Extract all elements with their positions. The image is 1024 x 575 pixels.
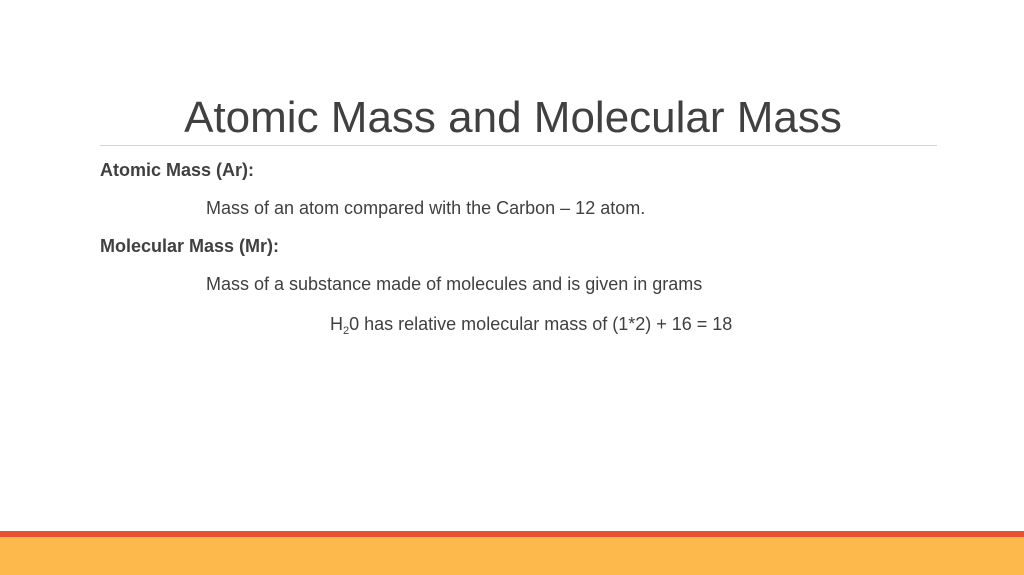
formula-symbol: H <box>330 314 343 334</box>
formula-subscript: 2 <box>343 325 350 337</box>
water-example <box>330 313 732 335</box>
footer-band <box>0 537 1024 575</box>
atomic-mass-definition: Mass of an atom compared with the Carbon – 12 atom. <box>206 198 646 218</box>
title-divider <box>100 145 937 146</box>
molecular-mass-definition: Mass of a substance made of molecules and is given in grams <box>206 274 703 294</box>
atomic-mass-heading: Atomic Mass (Ar): <box>100 160 255 180</box>
slide-title: Atomic Mass and Molecular Mass <box>184 93 842 142</box>
molecular-mass-heading: Molecular Mass (Mr): <box>100 236 280 256</box>
formula-text: 0 has relative molecular mass of (1*2) + 16 = 18 <box>349 314 733 334</box>
